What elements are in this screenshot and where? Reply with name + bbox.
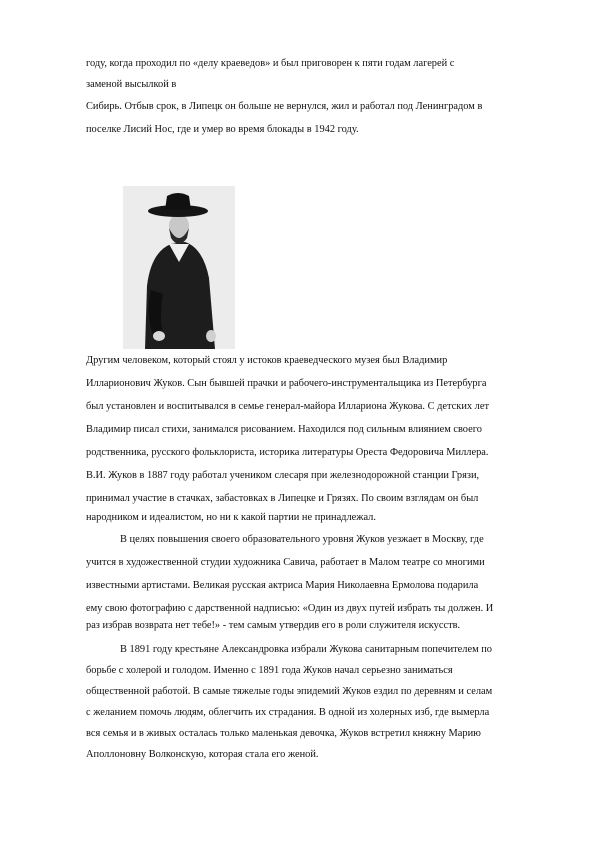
- paragraph-line: борьбе с холерой и голодом. Именно с 1891 года Жуков начал серьезно заниматься: [86, 665, 453, 676]
- paragraph-line: Владимир писал стихи, занимался рисованием. Находился под сильным влиянием своего: [86, 424, 482, 435]
- paragraph-line: поселке Лисий Нос, где и умер во время блокады в 1942 году.: [86, 124, 359, 135]
- paragraph-line: ему свою фотографию с дарственной надписью: «Один из двух путей избрать ты должен. И: [86, 603, 494, 614]
- paragraph-line: вся семья и в живых осталась только маленькая девочка, Жуков встретил княжну Марию: [86, 728, 481, 739]
- paragraph-line: Сибирь. Отбыв срок, в Липецк он больше не вернулся, жил и работал под Ленинградом в: [86, 101, 483, 112]
- paragraph-line: году, когда проходил по «делу краеведов» и был приговорен к пяти годам лагерей с: [86, 58, 455, 69]
- paragraph-line: В.И. Жуков в 1887 году работал учеником слесаря при железнодорожной станции Грязи,: [86, 470, 480, 481]
- paragraph-line: известными артистами. Великая русская актриса Мария Николаевна Ермолова подарила: [86, 580, 479, 591]
- paragraph-line: учится в художественной студии художника Савича, работает в Малом театре со многими: [86, 557, 485, 568]
- paragraph-line: народником и идеалистом, но ни к какой партии не принадлежал.: [86, 512, 376, 523]
- paragraph-line: с желанием помочь людям, облегчить их страдания. В одной из холерных изб, где вымерла: [86, 707, 490, 718]
- paragraph-line: В 1891 году крестьяне Александровка избрали Жукова санитарным попечителем по: [120, 644, 493, 655]
- paragraph-line: В целях повышения своего образовательного уровня Жуков уезжает в Москву, где: [120, 534, 484, 545]
- paragraph-line: принимал участие в стачках, забастовках в Липецке и Грязях. По своим взглядам он был: [86, 493, 479, 504]
- paragraph-line: Другим человеком, который стоял у истоков краеведческого музея был Владимир: [86, 355, 448, 366]
- paragraph-line: родственника, русского фольклориста, историка литературы Ореста Федоровича Миллера.: [86, 447, 489, 458]
- paragraph-line: общественной работой. В самые тяжелые годы эпидемий Жуков ездил по деревням и селам: [86, 686, 493, 697]
- paragraph-line: был установлен и воспитывался в семье генерал-майора Иллариона Жукова. С детских лет: [86, 401, 490, 412]
- paragraph-line: Илларионович Жуков. Сын бывшей прачки и рабочего-инструментальщика из Петербурга: [86, 378, 487, 389]
- paragraph-line: раз избрав возврата нет тебе!» - тем самым утвердив его в роли служителя искусств.: [86, 620, 461, 631]
- paragraph-line: Аполлоновну Волконскую, которая стала его женой.: [86, 749, 319, 760]
- portrait-photo-icon: [123, 186, 235, 349]
- portrait-photo: [123, 186, 235, 349]
- paragraph-line: заменой высылкой в: [86, 79, 177, 90]
